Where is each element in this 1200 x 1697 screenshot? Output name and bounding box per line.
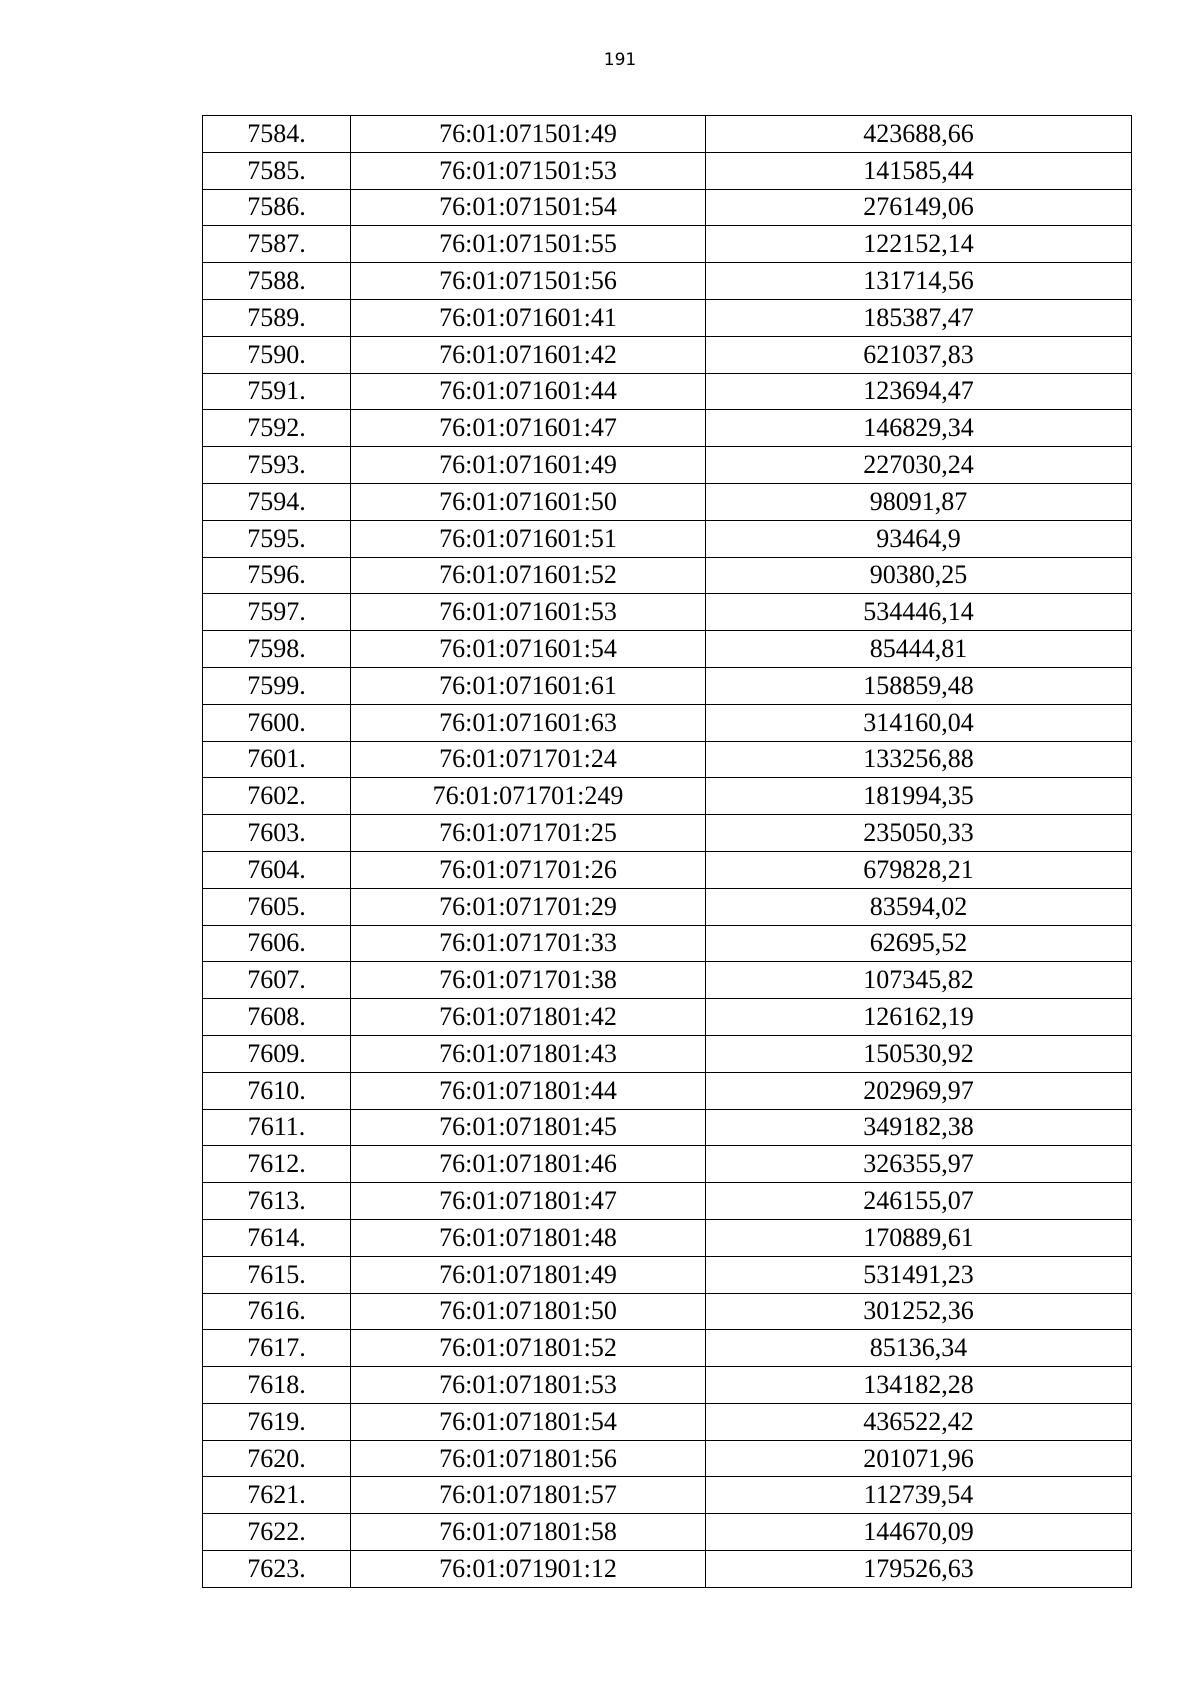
cadastral-number-cell: 76:01:071501:54 xyxy=(351,189,706,226)
row-number-cell: 7607. xyxy=(203,962,351,999)
row-number-cell: 7620. xyxy=(203,1440,351,1477)
row-number-cell: 7596. xyxy=(203,557,351,594)
row-number-cell: 7611. xyxy=(203,1109,351,1146)
cadastral-number-cell: 76:01:071801:58 xyxy=(351,1514,706,1551)
table-row xyxy=(203,410,1132,447)
cadastral-number-cell: 76:01:071601:63 xyxy=(351,704,706,741)
row-number-cell: 7621. xyxy=(203,1477,351,1514)
cadastral-value-cell: 326355,97 xyxy=(706,1146,1132,1183)
table-row xyxy=(203,594,1132,631)
table-row xyxy=(203,1403,1132,1440)
row-number-cell: 7608. xyxy=(203,999,351,1036)
row-number-cell: 7590. xyxy=(203,336,351,373)
page-number: 191 xyxy=(603,50,637,70)
cadastral-value-cell: 276149,06 xyxy=(706,189,1132,226)
row-number-cell: 7592. xyxy=(203,410,351,447)
cadastral-value-cell: 83594,02 xyxy=(706,888,1132,925)
cadastral-value-cell: 126162,19 xyxy=(706,999,1132,1036)
row-number-cell: 7619. xyxy=(203,1403,351,1440)
cadastral-number-cell: 76:01:071501:53 xyxy=(351,152,706,189)
row-number-cell: 7599. xyxy=(203,667,351,704)
cadastral-value-cell: 349182,38 xyxy=(706,1109,1132,1146)
cadastral-value-cell: 62695,52 xyxy=(706,925,1132,962)
table-row xyxy=(203,373,1132,410)
table-row xyxy=(203,263,1132,300)
table-row xyxy=(203,1367,1132,1404)
cadastral-value-cell: 181994,35 xyxy=(706,778,1132,815)
cadastral-number-cell: 76:01:071601:51 xyxy=(351,520,706,557)
cadastral-number-cell: 76:01:071601:54 xyxy=(351,631,706,668)
cadastral-number-cell: 76:01:071501:49 xyxy=(351,116,706,153)
cadastral-value-cell: 150530,92 xyxy=(706,1035,1132,1072)
cadastral-number-cell: 76:01:071601:49 xyxy=(351,447,706,484)
table-row xyxy=(203,962,1132,999)
cadastral-number-cell: 76:01:071901:12 xyxy=(351,1551,706,1588)
table-row xyxy=(203,1477,1132,1514)
table-row xyxy=(203,631,1132,668)
row-number-cell: 7585. xyxy=(203,152,351,189)
cadastral-value-cell: 246155,07 xyxy=(706,1183,1132,1220)
row-number-cell: 7588. xyxy=(203,263,351,300)
table-body xyxy=(203,116,1132,1588)
row-number-cell: 7609. xyxy=(203,1035,351,1072)
cadastral-number-cell: 76:01:071601:47 xyxy=(351,410,706,447)
cadastral-value-cell: 141585,44 xyxy=(706,152,1132,189)
cadastral-value-cell: 170889,61 xyxy=(706,1219,1132,1256)
row-number-cell: 7595. xyxy=(203,520,351,557)
cadastral-value-cell: 202969,97 xyxy=(706,1072,1132,1109)
table-row xyxy=(203,851,1132,888)
cadastral-number-cell: 76:01:071801:45 xyxy=(351,1109,706,1146)
table-row xyxy=(203,1256,1132,1293)
cadastral-value-cell: 93464,9 xyxy=(706,520,1132,557)
row-number-cell: 7614. xyxy=(203,1219,351,1256)
table-row xyxy=(203,116,1132,153)
cadastral-number-cell: 76:01:071601:52 xyxy=(351,557,706,594)
cadastral-number-cell: 76:01:071601:42 xyxy=(351,336,706,373)
row-number-cell: 7603. xyxy=(203,815,351,852)
table-row xyxy=(203,778,1132,815)
cadastral-number-cell: 76:01:071801:48 xyxy=(351,1219,706,1256)
cadastral-value-cell: 134182,28 xyxy=(706,1367,1132,1404)
table-row xyxy=(203,667,1132,704)
cadastral-value-cell: 85136,34 xyxy=(706,1330,1132,1367)
table-row xyxy=(203,483,1132,520)
cadastral-value-cell: 314160,04 xyxy=(706,704,1132,741)
cadastral-number-cell: 76:01:071701:38 xyxy=(351,962,706,999)
row-number-cell: 7589. xyxy=(203,299,351,336)
row-number-cell: 7597. xyxy=(203,594,351,631)
table-row xyxy=(203,1183,1132,1220)
row-number-cell: 7598. xyxy=(203,631,351,668)
cadastral-value-cell: 235050,33 xyxy=(706,815,1132,852)
cadastral-number-cell: 76:01:071701:24 xyxy=(351,741,706,778)
cadastral-value-cell: 227030,24 xyxy=(706,447,1132,484)
row-number-cell: 7615. xyxy=(203,1256,351,1293)
cadastral-number-cell: 76:01:071801:52 xyxy=(351,1330,706,1367)
table-row xyxy=(203,1109,1132,1146)
row-number-cell: 7618. xyxy=(203,1367,351,1404)
cadastral-number-cell: 76:01:071701:25 xyxy=(351,815,706,852)
cadastral-value-cell: 423688,66 xyxy=(706,116,1132,153)
cadastral-value-cell: 90380,25 xyxy=(706,557,1132,594)
row-number-cell: 7613. xyxy=(203,1183,351,1220)
row-number-cell: 7600. xyxy=(203,704,351,741)
row-number-cell: 7610. xyxy=(203,1072,351,1109)
cadastral-number-cell: 76:01:071801:56 xyxy=(351,1440,706,1477)
cadastral-number-cell: 76:01:071801:42 xyxy=(351,999,706,1036)
table-row xyxy=(203,741,1132,778)
row-number-cell: 7586. xyxy=(203,189,351,226)
cadastral-value-cell: 146829,34 xyxy=(706,410,1132,447)
cadastral-number-cell: 76:01:071701:29 xyxy=(351,888,706,925)
table-row xyxy=(203,1551,1132,1588)
cadastral-number-cell: 76:01:071801:50 xyxy=(351,1293,706,1330)
row-number-cell: 7617. xyxy=(203,1330,351,1367)
cadastral-number-cell: 76:01:071801:49 xyxy=(351,1256,706,1293)
table-row xyxy=(203,1514,1132,1551)
table-row xyxy=(203,1035,1132,1072)
cadastral-value-cell: 185387,47 xyxy=(706,299,1132,336)
cadastral-number-cell: 76:01:071601:53 xyxy=(351,594,706,631)
row-number-cell: 7604. xyxy=(203,851,351,888)
cadastral-value-cell: 621037,83 xyxy=(706,336,1132,373)
table-row xyxy=(203,999,1132,1036)
table-row xyxy=(203,925,1132,962)
table-row xyxy=(203,520,1132,557)
table-row xyxy=(203,1440,1132,1477)
cadastral-number-cell: 76:01:071601:44 xyxy=(351,373,706,410)
cadastral-value-cell: 158859,48 xyxy=(706,667,1132,704)
table-row xyxy=(203,189,1132,226)
cadastral-number-cell: 76:01:071501:56 xyxy=(351,263,706,300)
row-number-cell: 7606. xyxy=(203,925,351,962)
row-number-cell: 7622. xyxy=(203,1514,351,1551)
table-row xyxy=(203,888,1132,925)
cadastral-value-cell: 534446,14 xyxy=(706,594,1132,631)
cadastral-value-cell: 85444,81 xyxy=(706,631,1132,668)
cadastral-value-cell: 123694,47 xyxy=(706,373,1132,410)
row-number-cell: 7584. xyxy=(203,116,351,153)
table-row xyxy=(203,557,1132,594)
row-number-cell: 7591. xyxy=(203,373,351,410)
row-number-cell: 7612. xyxy=(203,1146,351,1183)
cadastral-number-cell: 76:01:071601:41 xyxy=(351,299,706,336)
row-number-cell: 7587. xyxy=(203,226,351,263)
cadastral-number-cell: 76:01:071601:61 xyxy=(351,667,706,704)
cadastral-value-cell: 107345,82 xyxy=(706,962,1132,999)
table-row xyxy=(203,1072,1132,1109)
cadastral-value-cell: 122152,14 xyxy=(706,226,1132,263)
table-row xyxy=(203,226,1132,263)
table-row xyxy=(203,1219,1132,1256)
row-number-cell: 7602. xyxy=(203,778,351,815)
cadastral-value-table xyxy=(202,115,1132,1588)
row-number-cell: 7594. xyxy=(203,483,351,520)
cadastral-value-cell: 301252,36 xyxy=(706,1293,1132,1330)
cadastral-number-cell: 76:01:071801:57 xyxy=(351,1477,706,1514)
cadastral-value-cell: 531491,23 xyxy=(706,1256,1132,1293)
cadastral-value-cell: 144670,09 xyxy=(706,1514,1132,1551)
table-row xyxy=(203,152,1132,189)
cadastral-value-cell: 112739,54 xyxy=(706,1477,1132,1514)
table-row xyxy=(203,1330,1132,1367)
cadastral-value-cell: 133256,88 xyxy=(706,741,1132,778)
table-row xyxy=(203,447,1132,484)
cadastral-number-cell: 76:01:071801:53 xyxy=(351,1367,706,1404)
cadastral-number-cell: 76:01:071701:26 xyxy=(351,851,706,888)
cadastral-number-cell: 76:01:071801:54 xyxy=(351,1403,706,1440)
table-row xyxy=(203,299,1132,336)
cadastral-value-cell: 679828,21 xyxy=(706,851,1132,888)
cadastral-value-cell: 201071,96 xyxy=(706,1440,1132,1477)
cadastral-value-cell: 131714,56 xyxy=(706,263,1132,300)
table-row xyxy=(203,704,1132,741)
cadastral-number-cell: 76:01:071801:44 xyxy=(351,1072,706,1109)
row-number-cell: 7593. xyxy=(203,447,351,484)
row-number-cell: 7623. xyxy=(203,1551,351,1588)
row-number-cell: 7605. xyxy=(203,888,351,925)
cadastral-number-cell: 76:01:071701:33 xyxy=(351,925,706,962)
cadastral-value-cell: 98091,87 xyxy=(706,483,1132,520)
table-row xyxy=(203,336,1132,373)
cadastral-number-cell: 76:01:071801:47 xyxy=(351,1183,706,1220)
table-row xyxy=(203,1293,1132,1330)
cadastral-value-cell: 436522,42 xyxy=(706,1403,1132,1440)
cadastral-value-cell: 179526,63 xyxy=(706,1551,1132,1588)
cadastral-number-cell: 76:01:071801:46 xyxy=(351,1146,706,1183)
row-number-cell: 7601. xyxy=(203,741,351,778)
row-number-cell: 7616. xyxy=(203,1293,351,1330)
table-row xyxy=(203,1146,1132,1183)
cadastral-number-cell: 76:01:071501:55 xyxy=(351,226,706,263)
cadastral-number-cell: 76:01:071701:249 xyxy=(351,778,706,815)
cadastral-number-cell: 76:01:071801:43 xyxy=(351,1035,706,1072)
cadastral-number-cell: 76:01:071601:50 xyxy=(351,483,706,520)
table-row xyxy=(203,815,1132,852)
